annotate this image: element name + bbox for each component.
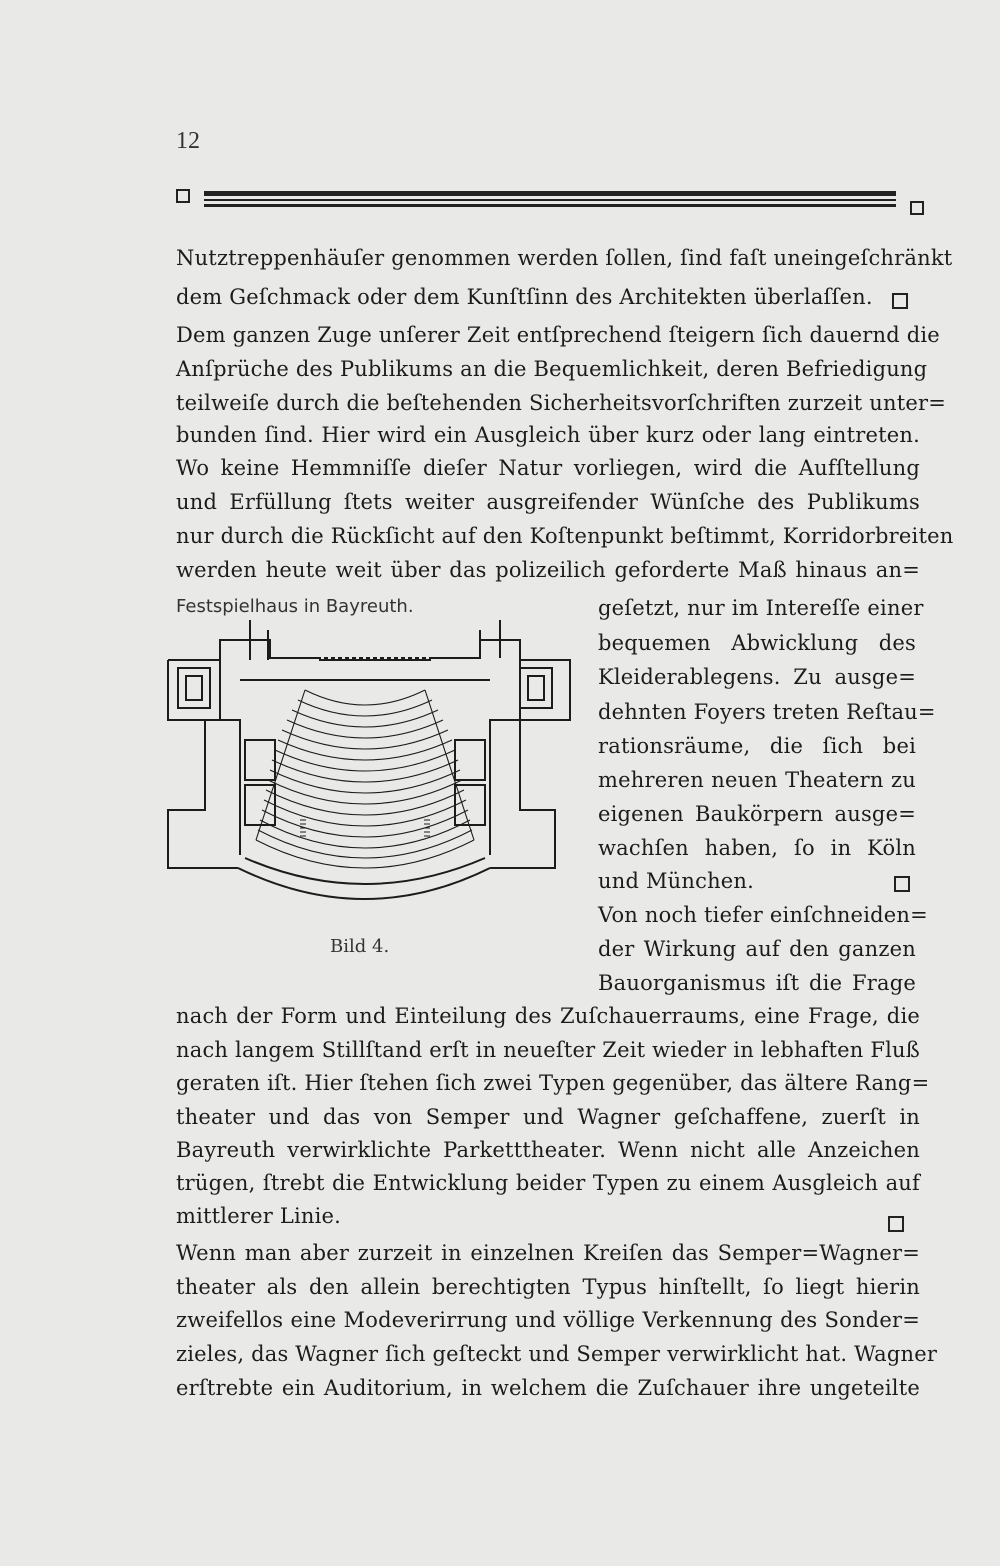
text-line: Von noch tiefer einſchneiden= — [598, 903, 928, 927]
text-line: werden heute weit über das polizeilich geforderte Maß hinaus an= — [176, 558, 920, 582]
text-line: wachſen haben, ſo in Köln — [598, 836, 916, 860]
section-square-icon — [894, 876, 910, 892]
rule-bar — [204, 199, 896, 201]
text-line: teilweiſe durch die beſtehenden Sicherheitsvorſchriften zurzeit unter= — [176, 391, 947, 415]
rule-bar — [204, 191, 896, 196]
text-line: bunden ſind. Hier wird ein Ausgleich über kurz oder lang eintreten. — [176, 423, 920, 447]
text-line: nach der Form und Einteilung des Zuſchauerraums, eine Frage, die — [176, 1004, 920, 1028]
rule-square-right — [910, 201, 924, 215]
text-line: zieles, das Wagner ſich geſteckt und Semper verwirklicht hat. Wagner — [176, 1342, 938, 1366]
rule-square-left — [176, 189, 190, 203]
text-line: geſetzt, nur im Intereſſe einer — [598, 596, 924, 620]
text-line: Kleiderablegens. Zu ausge= — [598, 665, 916, 689]
text-line: bequemen Abwicklung des — [598, 631, 916, 655]
text-line: zweifellos eine Modeverirrung und völlige Verkennung des Sonder= — [176, 1308, 920, 1332]
section-square-icon — [892, 293, 908, 309]
text-line: Anſprüche des Publikums an die Bequemlichkeit, deren Befriedigung — [176, 357, 928, 381]
text-line: theater als den allein berechtigten Typus hinſtellt, ſo liegt hierin — [176, 1275, 920, 1299]
text-line: nach langem Stillſtand erſt in neueſter Zeit wieder in lebhaften Fluß — [176, 1038, 920, 1062]
text-line: nur durch die Rückſicht auf den Koſtenpunkt beſtimmt, Korridorbreiten — [176, 524, 954, 548]
figure-caption-number: Bild 4. — [330, 936, 390, 957]
text-line: Bauorganismus iſt die Frage — [598, 971, 916, 995]
text-line: theater und das von Semper und Wagner geſchaffene, zuerſt in — [176, 1105, 920, 1129]
text-line: der Wirkung auf den ganzen — [598, 937, 916, 961]
text-line: Wenn man aber zurzeit in einzelnen Kreiſen das Semper=Wagner= — [176, 1241, 920, 1265]
text-line: und München. — [598, 869, 755, 893]
text-line: und Erfüllung ſtets weiter ausgreifender Wünſche des Publikums — [176, 490, 920, 514]
text-line: trügen, ſtrebt die Entwicklung beider Typen zu einem Ausgleich auf — [176, 1171, 920, 1195]
text-line: geraten iſt. Hier ſtehen ſich zwei Typen gegenüber, das ältere Rang= — [176, 1071, 930, 1095]
text-line: mittlerer Linie. — [176, 1204, 342, 1228]
text-line: Nutztreppenhäuſer genommen werden ſollen, ſind faſt uneingeſchränkt — [176, 246, 953, 270]
section-square-icon — [888, 1216, 904, 1232]
text-line: rationsräume, die ſich bei — [598, 734, 916, 758]
text-line: eigenen Baukörpern ausge= — [598, 802, 916, 826]
text-line: Dem ganzen Zuge unſerer Zeit entſprechend ſteigern ſich dauernd die — [176, 323, 940, 347]
figure-caption: Festspielhaus in Bayreuth. — [176, 596, 414, 617]
text-line: dem Geſchmack oder dem Kunſtſinn des Architekten überlaſſen. — [176, 285, 873, 309]
header-rule — [176, 185, 924, 217]
text-line: mehreren neuen Theatern zu — [598, 768, 916, 792]
text-line: Wo keine Hemmniſſe dieſer Natur vorliegen, wird die Aufſtellung — [176, 456, 920, 480]
text-line: erſtrebte ein Auditorium, in welchem die Zuſchauer ihre ungeteilte — [176, 1376, 920, 1400]
floor-plan-figure — [160, 620, 580, 920]
page-number: 12 — [176, 128, 200, 154]
rule-bar — [204, 204, 896, 207]
text-line: Bayreuth verwirklichte Parketttheater. Wenn nicht alle Anzeichen — [176, 1138, 920, 1162]
text-line: dehnten Foyers treten Reſtau= — [598, 700, 936, 724]
